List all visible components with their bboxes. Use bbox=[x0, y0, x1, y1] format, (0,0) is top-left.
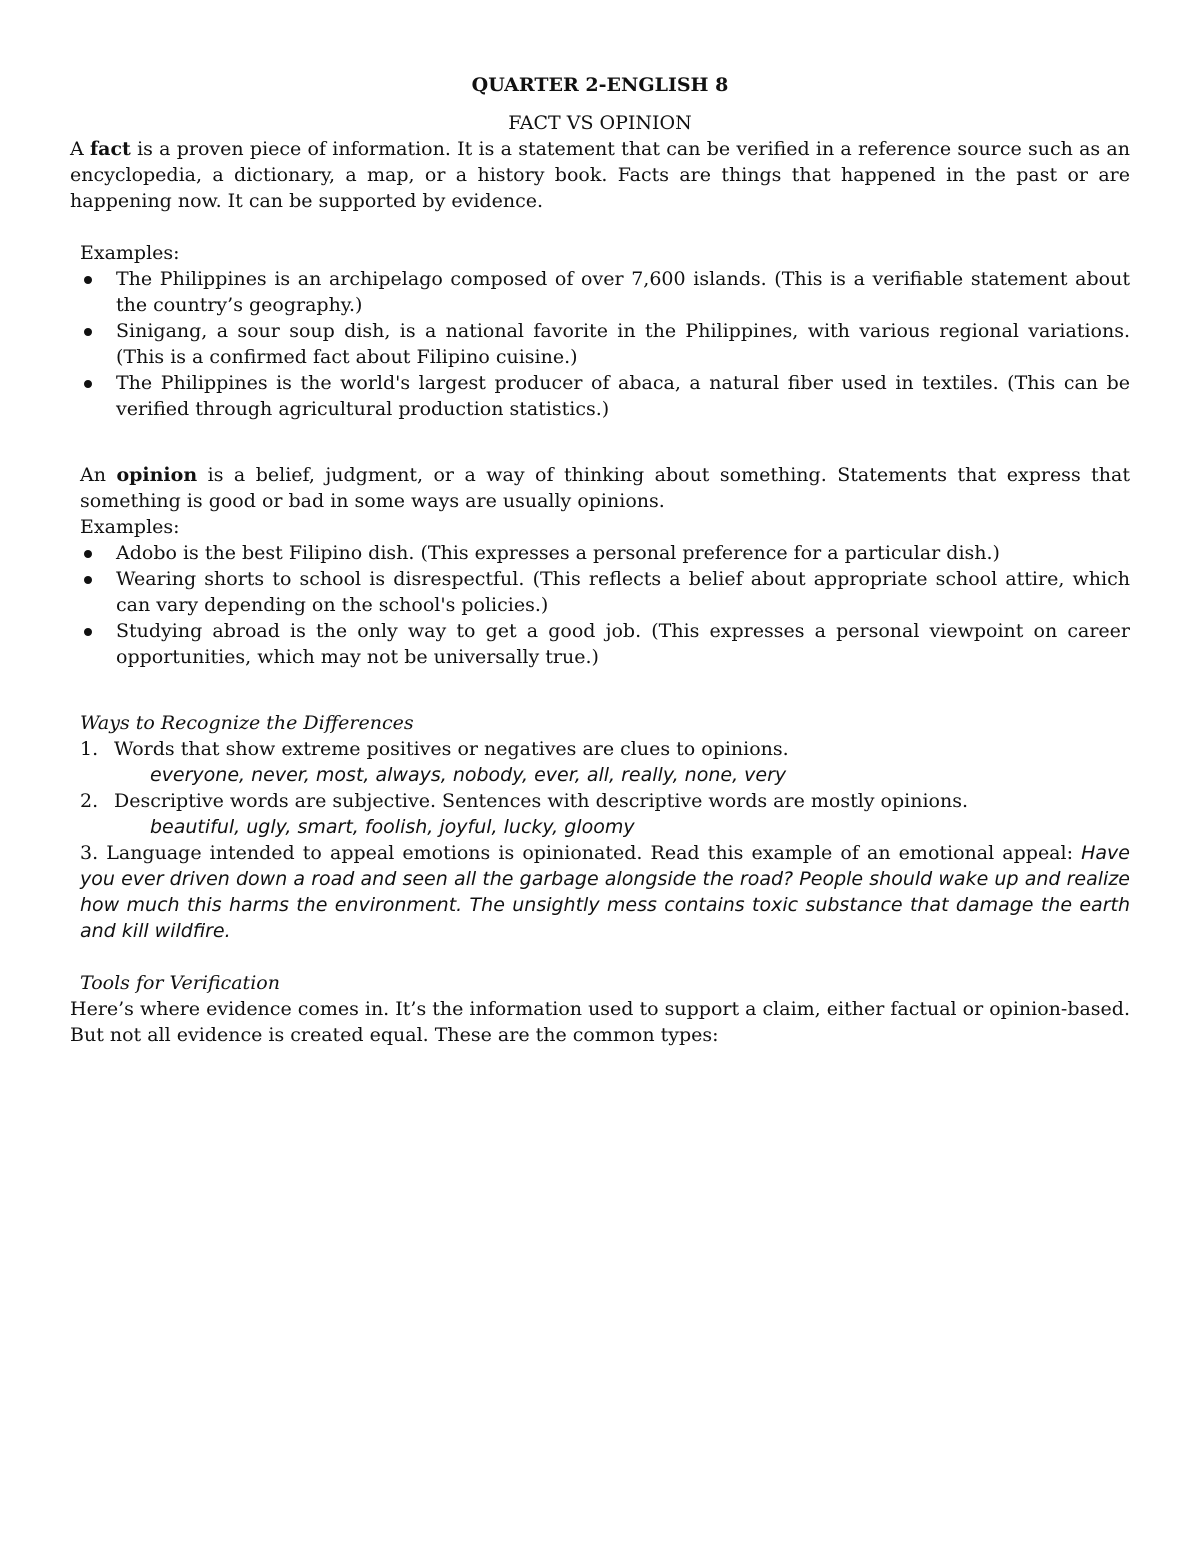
list-item bbox=[70, 266, 1130, 318]
bullet-icon bbox=[84, 276, 92, 284]
extreme-words-list: everyone, never, most, always, nobody, ever, all, really, none, very bbox=[150, 764, 787, 786]
fact-definition bbox=[70, 136, 1130, 214]
ways-item-text: Words that show extreme positives or negatives are clues to opinions. bbox=[114, 738, 789, 760]
fact-example-text: Sinigang, a sour soup dish, is a national favorite in the Philippines, with various regional variations. (This is a confirmed fact about Filipino cuisine.) bbox=[116, 320, 1130, 368]
ways-list bbox=[70, 736, 1130, 762]
section-title: FACT VS OPINION bbox=[508, 112, 692, 134]
fact-term: fact bbox=[89, 138, 131, 160]
bullet-icon bbox=[84, 380, 92, 388]
fact-examples-label: Examples: bbox=[80, 242, 180, 264]
ways-item-text: Descriptive words are subjective. Sentences with descriptive words are mostly opinions. bbox=[114, 790, 969, 812]
list-item bbox=[70, 566, 1130, 618]
opinion-definition-text: is a belief, judgment, or a way of thinking about something. Statements that express that something is good or bad in some ways are usually opinions. bbox=[80, 464, 1130, 512]
bullet-icon bbox=[84, 328, 92, 336]
bullet-icon bbox=[84, 576, 92, 584]
opinion-example-text: Studying abroad is the only way to get a good job. (This expresses a personal viewpoint on career opportunities, which may not be universally true.) bbox=[116, 620, 1130, 668]
opinion-example-text: Adobo is the best Filipino dish. (This expresses a personal preference for a particular dish.) bbox=[116, 542, 1000, 564]
bullet-icon bbox=[84, 628, 92, 636]
opinion-definition bbox=[70, 462, 1130, 514]
fact-example-text: The Philippines is the world's largest producer of abaca, a natural fiber used in textiles. (This can be verified through agricultural production statistics.) bbox=[116, 372, 1130, 420]
ways-heading: Ways to Recognize the Differences bbox=[80, 712, 414, 734]
opinion-term: opinion bbox=[116, 464, 198, 486]
list-item bbox=[70, 318, 1130, 370]
bullet-icon bbox=[84, 550, 92, 558]
document-page bbox=[70, 70, 1130, 1048]
fact-definition-text: is a proven piece of information. It is a statement that can be verified in a reference source such as an encyclopedia, a dictionary, a map, or a history book. Facts are things that happened in the past or are happening now. It can be supported by evidence. bbox=[70, 138, 1130, 212]
descriptive-words-list: beautiful, ugly, smart, foolish, joyful, lucky, gloomy bbox=[150, 816, 635, 838]
document-title: QUARTER 2-ENGLISH 8 bbox=[471, 74, 729, 96]
list-item bbox=[70, 788, 1130, 814]
list-item bbox=[70, 540, 1130, 566]
tools-heading: Tools for Verification bbox=[80, 972, 280, 994]
fact-example-text: The Philippines is an archipelago composed of over 7,600 islands. (This is a verifiable statement about the country’s geography.) bbox=[116, 268, 1130, 316]
ways-list-2 bbox=[70, 788, 1130, 814]
emotional-appeal-quote: Have you ever driven down a road and seen all the garbage alongside the road? People should wake up and realize how much this harms the environment. The unsightly mess contains toxic substance that damage the earth and kill wildfire. bbox=[80, 842, 1130, 942]
list-item bbox=[70, 618, 1130, 670]
opinion-prefix: An bbox=[80, 464, 117, 486]
item-number: 2. bbox=[80, 790, 99, 812]
emotional-appeal-lead: 3. Language intended to appeal emotions is opinionated. Read this example of an emotional appeal: bbox=[80, 842, 1082, 864]
tools-text: Here’s where evidence comes in. It’s the information used to support a claim, either factual or opinion-based. But not all evidence is created equal. These are the common types: bbox=[70, 998, 1130, 1046]
item-number: 1. bbox=[80, 738, 99, 760]
opinion-examples-label: Examples: bbox=[80, 516, 180, 538]
opinion-example-text: Wearing shorts to school is disrespectful. (This reflects a belief about appropriate school attire, which can vary depending on the school's policies.) bbox=[116, 568, 1130, 616]
list-item bbox=[70, 370, 1130, 422]
fact-prefix: A bbox=[70, 138, 90, 160]
opinion-examples-list bbox=[70, 540, 1130, 670]
list-item bbox=[70, 736, 1130, 762]
fact-examples-list bbox=[70, 266, 1130, 422]
emotional-appeal-item bbox=[70, 840, 1130, 944]
